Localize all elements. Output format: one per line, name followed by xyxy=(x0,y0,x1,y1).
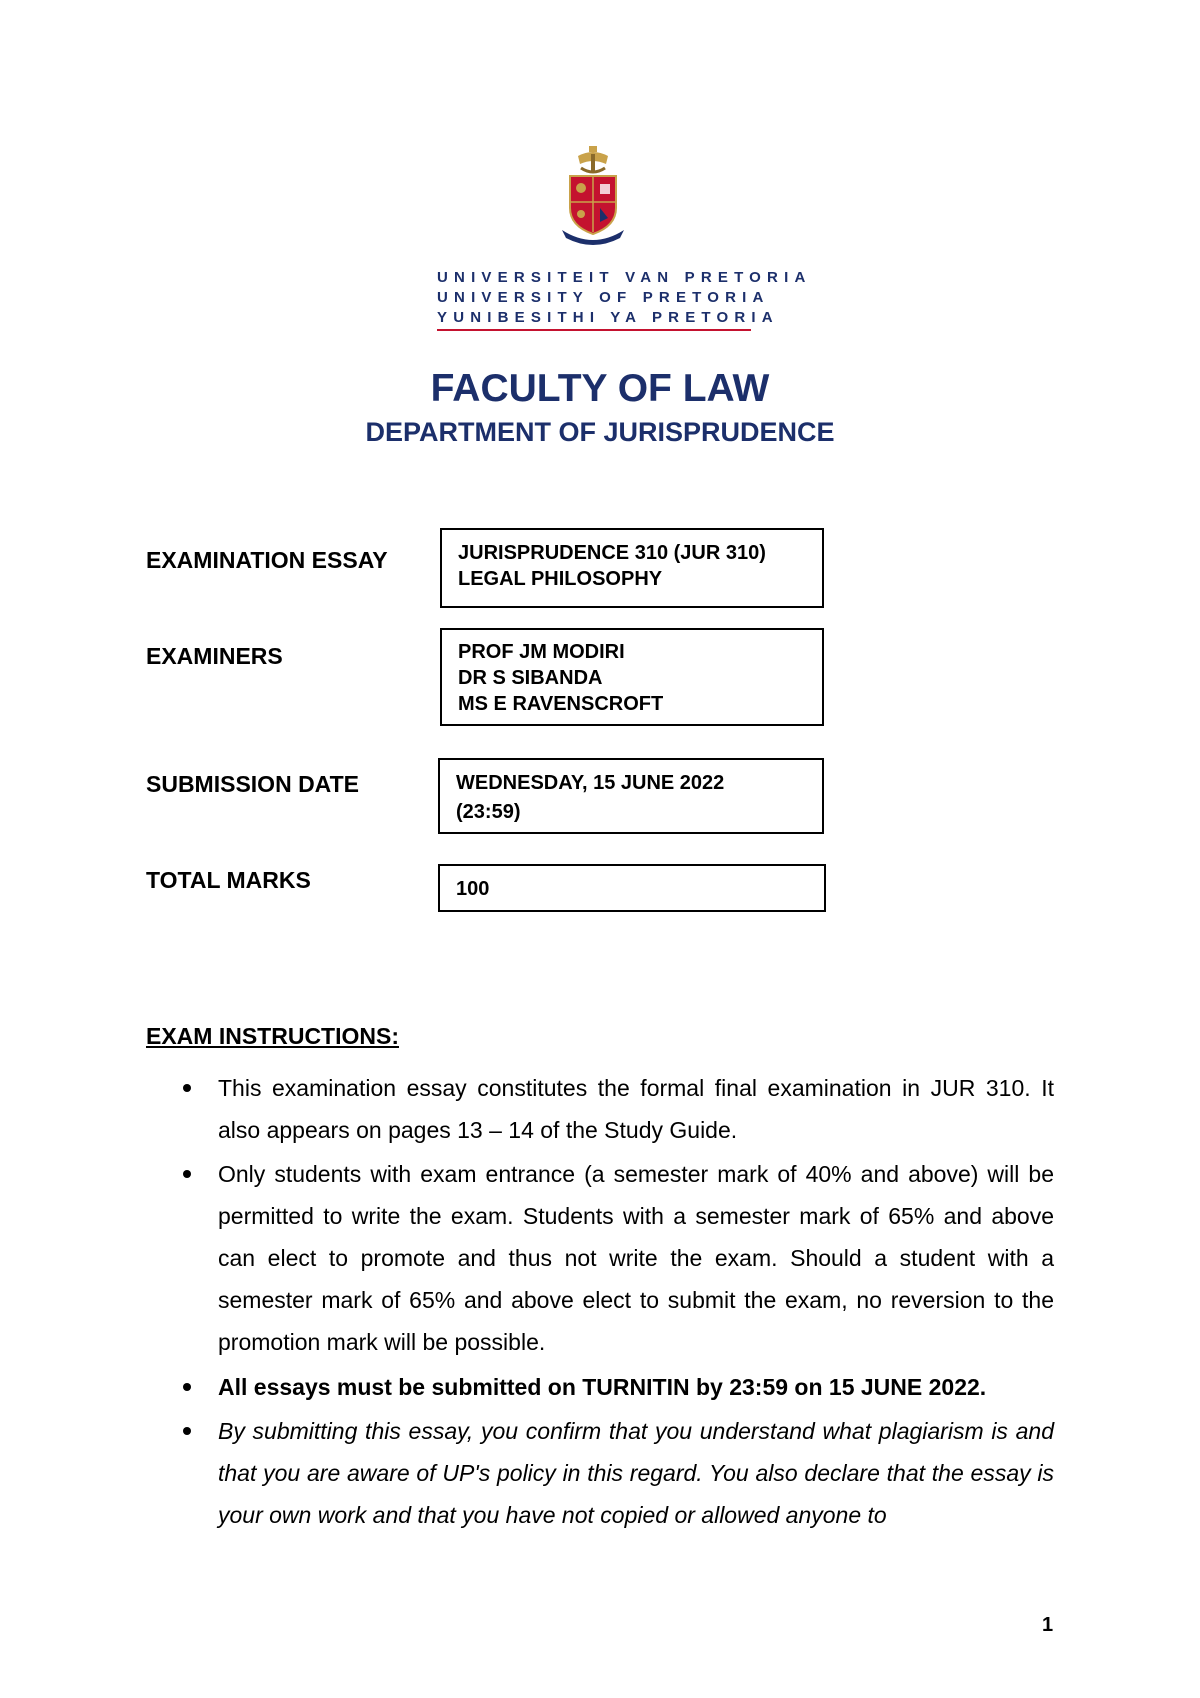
department-title: DEPARTMENT OF JURISPRUDENCE xyxy=(365,417,835,447)
university-names xyxy=(437,268,812,331)
marks-box xyxy=(438,864,826,912)
instruction-item-2: Only students with exam entrance (a semester mark of 40% and above) will be permitted to write the exam. Students with a semester mark of 65% and above can elect to promote and thus not write the exam. Should a student with a semester mark of 65% and above elect to submit the exam, no reversion to the promotion mark will be possible. xyxy=(218,1161,1054,1355)
examiners-box xyxy=(440,628,824,726)
marks-label: TOTAL MARKS xyxy=(146,867,311,893)
instruction-item-1: This examination essay constitutes the formal final examination in JUR 310. It also appears on pages 13 – 14 of the Study Guide. xyxy=(218,1075,1054,1143)
bullet-icon xyxy=(183,1170,191,1178)
examiners-label: EXAMINERS xyxy=(146,643,283,669)
examiner-1: PROF JM MODIRI xyxy=(458,641,625,663)
university-name-sepedi: YUNIBESITHI YA PRETORIA xyxy=(437,309,779,326)
essay-course-code: JURISPRUDENCE 310 (JUR 310) xyxy=(458,542,766,564)
submission-time: (23:59) xyxy=(456,801,521,823)
bullet-icon xyxy=(183,1427,191,1435)
university-name-english: UNIVERSITY OF PRETORIA xyxy=(437,289,770,306)
essay-box xyxy=(440,528,824,608)
marks-value: 100 xyxy=(456,878,490,900)
submission-box xyxy=(438,758,824,834)
university-divider xyxy=(437,329,751,331)
submission-date: WEDNESDAY, 15 JUNE 2022 xyxy=(456,772,725,794)
instruction-item-4: By submitting this essay, you confirm that you understand what plagiarism is and that you are aware of UP's policy in this regard. You also declare that the essay is your own work and that you have not copied or allowed anyone to xyxy=(218,1418,1054,1528)
submission-label: SUBMISSION DATE xyxy=(146,771,359,797)
essay-label: EXAMINATION ESSAY xyxy=(146,547,388,573)
examiner-2: DR S SIBANDA xyxy=(458,667,603,689)
instruction-item-3: All essays must be submitted on TURNITIN by 23:59 on 15 JUNE 2022. xyxy=(218,1374,987,1400)
essay-course-title: LEGAL PHILOSOPHY xyxy=(458,568,663,590)
bullet-icon xyxy=(183,1084,191,1092)
faculty-title: FACULTY OF LAW xyxy=(430,367,770,410)
instructions-heading: EXAM INSTRUCTIONS: xyxy=(146,1023,399,1049)
examiner-3: MS E RAVENSCROFT xyxy=(458,693,664,715)
bullet-icon xyxy=(183,1383,191,1391)
university-name-afrikaans: UNIVERSITEIT VAN PRETORIA xyxy=(437,269,812,286)
page-number: 1 xyxy=(1042,1614,1054,1636)
university-crest-icon xyxy=(548,146,638,246)
